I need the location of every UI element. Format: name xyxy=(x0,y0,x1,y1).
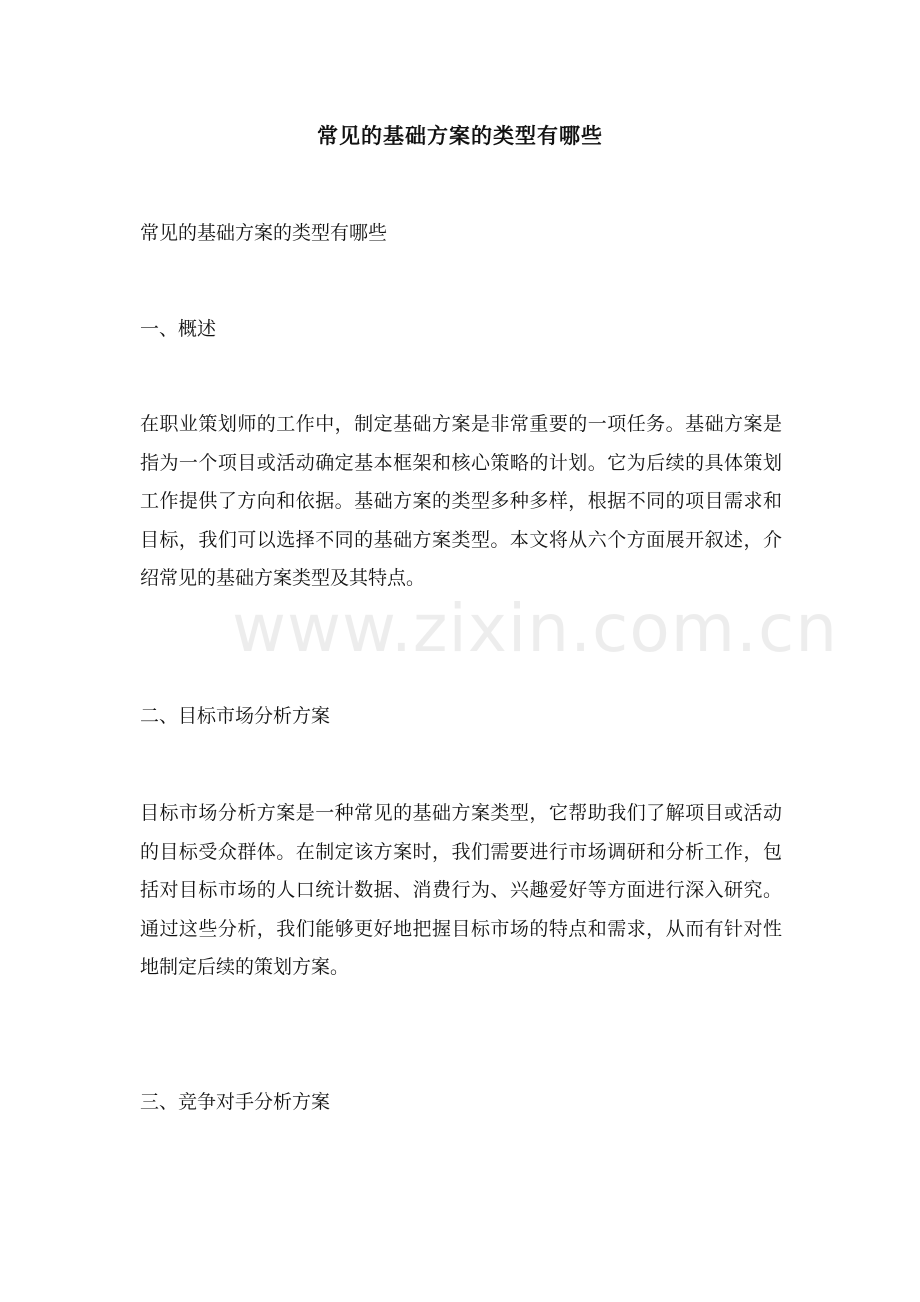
section-paragraph-target-market: 目标市场分析方案是一种常见的基础方案类型，它帮助我们了解项目或活动的目标受众群体。在制定该方案时，我们需要进行市场调研和分析工作，包括对目标市场的人口统计数据、消费行为、兴趣爱好等方面进行深入研究。通过这些分析，我们能够更好地把握目标市场的特点和需求，从而有针对性地制定后续的策划方案。 xyxy=(140,802,782,978)
document-subtitle: 常见的基础方案的类型有哪些 xyxy=(140,222,388,244)
section-heading-target-market: 二、目标市场分析方案 xyxy=(140,705,331,727)
watermark: www.zixin.com.cn xyxy=(232,590,839,667)
section-heading-overview: 一、概述 xyxy=(140,318,217,340)
document-title: 常见的基础方案的类型有哪些 xyxy=(317,123,603,148)
section-paragraph-overview: 在职业策划师的工作中，制定基础方案是非常重要的一项任务。基础方案是指为一个项目或活动确定基本框架和核心策略的计划。它为后续的具体策划工作提供了方向和依据。基础方案的类型多种多样，根据不同的项目需求和目标，我们可以选择不同的基础方案类型。本文将从六个方面展开叙述，介绍常见的基础方案类型及其特点。 xyxy=(140,413,782,589)
section-heading-competitor: 三、竞争对手分析方案 xyxy=(140,1091,331,1113)
